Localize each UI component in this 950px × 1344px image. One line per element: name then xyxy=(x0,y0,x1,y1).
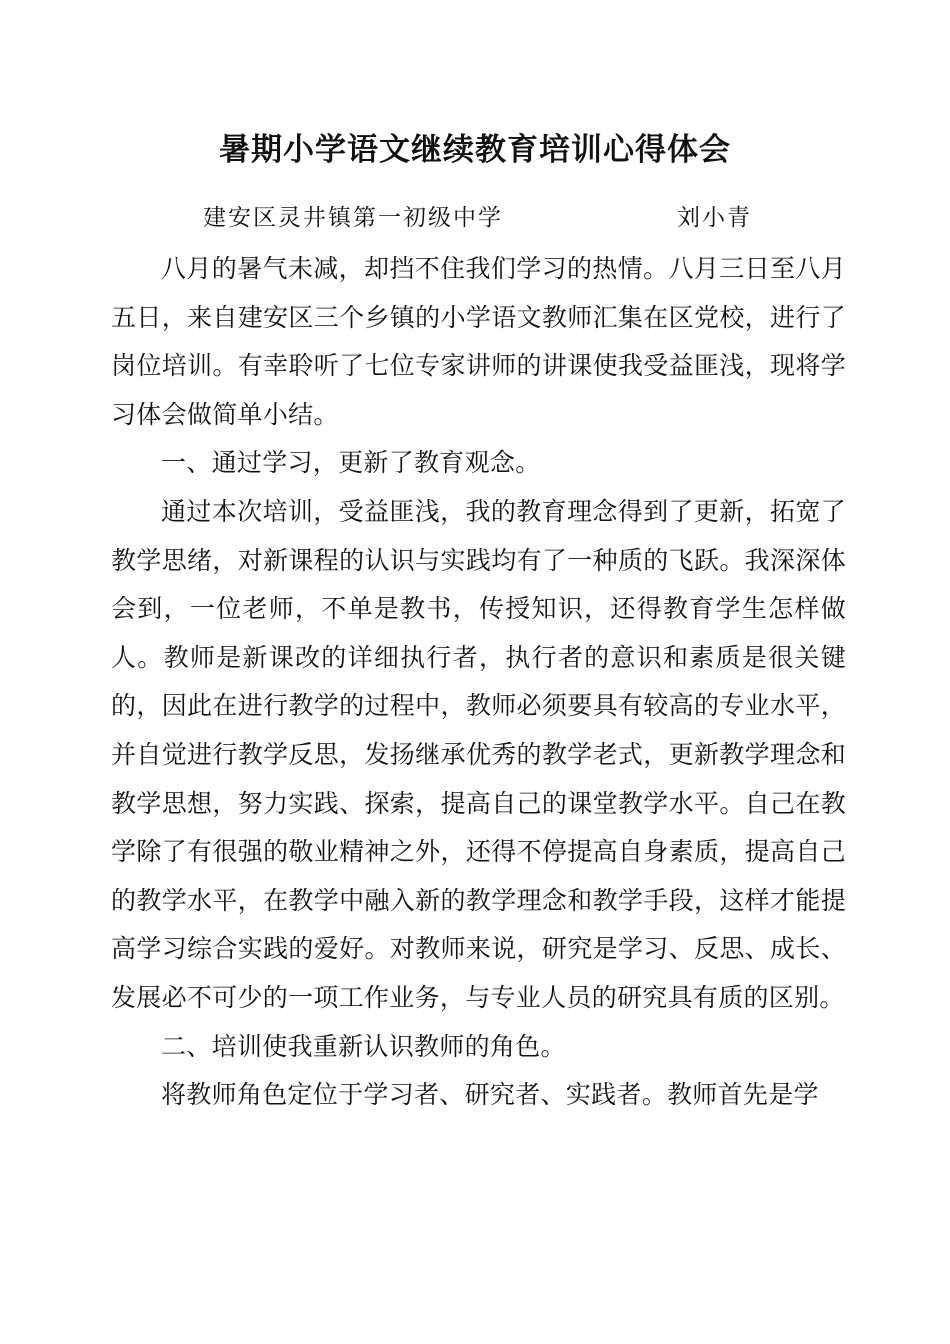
section-heading-1: 一、通过学习，更新了教育观念。 xyxy=(161,448,541,478)
paragraph-intro: 八月的暑气未减，却挡不住我们学习的热情。八月三日至八月五日，来自建安区三个乡镇的小学语文教师汇集在区党校，进行了岗位培训。有幸聆听了七位专家讲师的讲课使我受益匪浅，现将学习体会做简单小结。 xyxy=(111,254,846,429)
paragraph-section-2: 将教师角色定位于学习者、研究者、实践者。教师首先是学 xyxy=(161,1080,819,1110)
author-school: 建安区灵井镇第一初级中学 xyxy=(203,205,503,231)
author-name: 刘小青 xyxy=(677,205,752,231)
section-heading-2: 二、培训使我重新认识教师的角色。 xyxy=(161,1031,566,1061)
document-body xyxy=(111,245,846,1120)
document-title: 暑期小学语文继续教育培训心得体会 xyxy=(219,132,731,168)
paragraph-section-1: 通过本次培训，受益匪浅，我的教育理念得到了更新，拓宽了教学思绪，对新课程的认识与实践均有了一种质的飞跃。我深深体会到，一位老师，不单是教书，传授知识，还得教育学生怎样做人。教师是新课改的详细执行者，执行者的意识和素质是很关键的，因此在进行教学的过程中，教师必须要具有较高的专业水平，并自觉进行教学反思，发扬继承优秀的教学老式，更新教学理念和教学思想，努力实践、探索，提高自己的课堂教学水平。自己在教学除了有很强的敬业精神之外，还得不停提高自身素质，提高自己的教学水平，在教学中融入新的教学理念和教学手段，这样才能提高学习综合实践的爱好。对教师来说，研究是学习、反思、成长、发展必不可少的一项工作业务，与专业人员的研究具有质的区别。 xyxy=(111,496,846,1012)
